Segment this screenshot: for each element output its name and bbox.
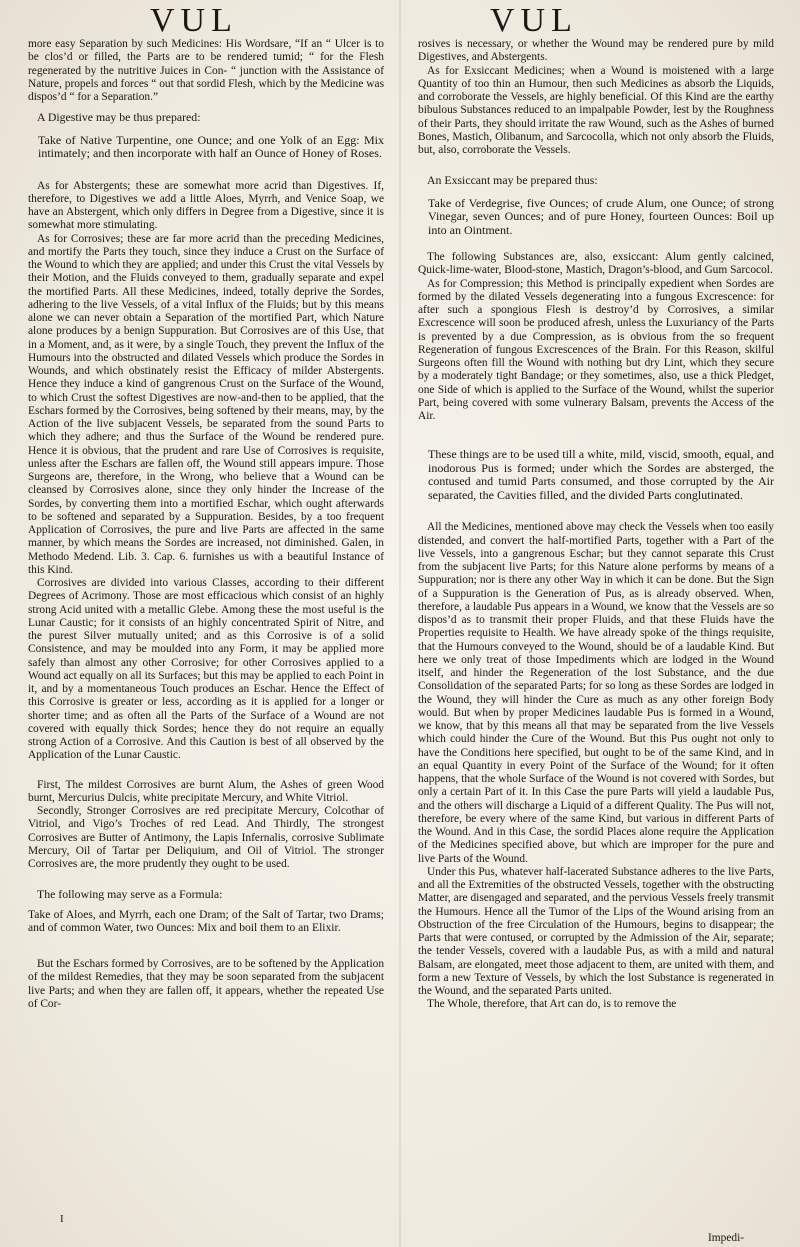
right-paragraph-p: As for Exsiccant Medicines; when a Wound is moistened with a large Quantity of too thin an Humour, then such Medicines as absorb the Liquids, and corroborate the Vessels, are highly beneficial. Of this Kind are the earthy bibulous Substances reduced to an impalpable Powder, lest by the Roughness of their Parts, they should irritate the raw Wound, such as the Ashes of burned Bones, Mastich, Olibanum, and Sarcocolla, which not only absorb the Fluids, but, also, corroborate the Vessels. <box>418 64 774 156</box>
right-paragraph-recipe: Take of Verdegrise, five Ounces; of crude Alum, one Ounce; of strong Vinegar, seven Ounces; and of pure Honey, fourteen Ounces: Boil up into an Ointment. <box>428 195 774 237</box>
page-fold <box>399 0 401 1247</box>
spacer <box>28 170 384 180</box>
left-paragraph-formula: Take of Aloes, and Myrrh, each one Dram; of the Salt of Tartar, two Drams; and of common Water, two Ounces: Mix and boil them to an Elixir. <box>28 907 384 934</box>
spacer <box>28 942 384 958</box>
signature-mark: I <box>60 1213 64 1225</box>
right-paragraph-p: As for Compression; this Method is principally expedient when Sordes are formed by the dilated Vessels degenerating into a fungous Excrescence: for after such a spongious Flesh is destroy’d by Corrosives, a similar Excrescence will soon be produced afresh, unless the Luxuriancy of the Parts is prevented by a due Compression, as is obvious from the so frequent Regeneration of fungous Excrescences of the Brain. For this Reason, skilful Surgeons often fill the Wound with nothing but dry Lint, which they secure by a moderately tight Bandage; or they sometimes, also, use a thick Pledget, one Side of which is applied to the Surface of the Wound, whilst the superior Part, being covered with some vulnerary Balsam, prevents the Access of the Air. <box>418 277 774 422</box>
running-head-left: VUL <box>150 2 238 39</box>
left-paragraph-lead: The following may serve as a Formula: <box>37 887 223 902</box>
right-paragraph-p: rosives is necessary, or whether the Wound may be rendered pure by mild Digestives, and Abstergents. <box>418 38 774 64</box>
left-paragraph-p: But the Eschars formed by Corrosives, are to be softened by the Application of the mildest Remedies, that they may be soon separated from the subjacent live Parts; and when they are fallen off, it appears, whether the repeated Use of Cor- <box>28 958 385 1010</box>
spacer <box>418 511 774 521</box>
catchword: Impedi- <box>708 1232 745 1244</box>
left-paragraph-p: First, The mildest Corrosives are burnt Alum, the Ashes of green Wood burnt, Mercurius Dulcis, white precipitate Mercury, and White Vitriol. <box>28 778 384 804</box>
left-paragraph-p: more easy Separation by such Medicines: His Wordsare, “If an “ Ulcer is to be clos’d or filled, the Parts are to be rendered tumid; “ for the Flesh regenerated by the nutritive Juices in Con- “ junction with the Assistance of Nature, propels and forces “ out that sordid Flesh, which by the Medicine was dispos’d “ for a Separation.” <box>28 38 384 103</box>
right-paragraph-recipe: These things are to be used till a white, mild, viscid, smooth, equal, and inodorous Pus is formed; under which the Sordes are absterged, the contused and tumid Parts consumed, and those corrupted by the Air separated, the Cavities filled, and the divided Parts conglutinated. <box>428 447 774 502</box>
running-head-right: VUL <box>490 2 578 39</box>
spacer <box>418 157 774 167</box>
left-paragraph-recipe: Take of Native Turpentine, one Ounce; and one Yolk of an Egg: Mix intimately; and then incorporate with half an Ounce of Honey of Roses. <box>38 132 384 160</box>
left-paragraph-p: As for Abstergents; these are somewhat more acrid than Digestives. If, therefore, to Digestives we add a little Aloes, Myrrh, and Venice Soap, we have an Abstergent, which only differs in Degree from a Digestive, since it is somewhat more stimulating. <box>28 179 384 232</box>
left-paragraph-p: Corrosives are divided into various Classes, according to their different Degrees of Acrimony. Those are most efficacious which consist of an highly strong Acid united with a metallic Glebe. Among these the most useful is the Lunar Caustic; for it consists of an highly concentrated Spirit of Nitre, and the purest Silver mutually united; and as this Corrosive is of a solid Consistence, and may be moulded into any Form, it may be applied more safely than almost any other Corrosive; for other Corrosives applied to a Wound act equally on all its Surfaces; but this may be applied to each Point in it, and by a momentaneous Touch produces an Eschar. Hence the Effect of this Corrosive is greater or less, according as it is applied for a longer or shorter time; and as often all the Parts of the Surface of a Wound are not covered with equally thick Sordes; hence they do not require an equally strong Action of a Corrosive. And this Caution is best of all observed by the Application of the Lunar Caustic. <box>28 577 384 762</box>
right-paragraph-p: All the Medicines, mentioned above may check the Vessels when too easily distended, and convert the half-mortified Parts, together with a Part of the live Vessels, into a gangrenous Eschar; but they cannot separate this Crust from the subjacent live Parts; for this Nature alone performs by means of a Suppuration; nor is there any other Way in which it can be done. But the Sign of a Suppuration is the Generation of Pus, as is already observed. When, therefore, a laudable Pus appears in a Wound, we know that the Vessels are so dispos’d as to transmit their proper Fluids, and that these Fluids have the Properties requisite to Health. We have already spoke of the things requisite, that the Humours conveyed to the Wound, should be of a laudable Kind. But here we only treat of those Impediments which are lodged in the Wound itself, and hinder the Regeneration of the lost Substance, and the due Consolidation of the separated Parts; for so long as these Sordes are lodged in the Wound, they will hinder the Cure as much as any other foreign Body would. But when by proper Medicines laudable Pus is formed in a Wound, we know, that by this means all that may be separated from the live Vessels which could hinder the Cure of the Wound. But this Pus ought not only to have the Conditions here specified, but ought to be of the same Kind, and in an equal Quantity in every Point of the Surface of the Wound; for it often happens, that the whole Surface of the Wound is not covered with Sordes, but only a certain Part of it. In this Case the pure Parts will yield a laudable Pus, and the others will discharge a Liquid of a different Quality. The Pus will not, therefore, be every where of the same Kind, but various in different Parts of the Wound. And in this Case, the sordid Places alone require the Application of the Medicines specified above, but which are improper for the pure and live Parts of the Wound. <box>418 521 774 865</box>
right-paragraph-p: The Whole, therefore, that Art can do, is to remove the <box>427 998 677 1011</box>
spacer <box>28 871 384 881</box>
right-paragraph-p: Under this Pus, whatever half-lacerated Substance adheres to the live Parts, and all the Extremities of the obstructed Vessels, together with the obstructing Matter, are disengaged and separated, and the pervious Vessels freely transmit the Humours. Hence all the Tumor of the Lips of the Wound arising from an Obstruction of the free Circulation of the Humours, begins to disappear; the Parts that were contused, or corrupted by the Admission of the Air, separate; the tender Vessels, covered with a laudable Pus, as with a mild and natural Balsam, are elongated, meet those adjacent to them, are united with them, and form a new Texture of Vessels, by which the lost Substance is regenerated in the Wound, and the separated Parts united. <box>418 865 774 997</box>
left-column <box>28 38 384 1011</box>
right-column <box>418 38 774 1012</box>
left-paragraph-p: As for Corrosives; these are far more acrid than the preceding Medicines, and mortify the Parts they touch, since they induce a Crust on the Surface of the Wound to which they are applied; and under this Crust the vital Vessels by their Motion, and the Fluids conveyed to them, gradually separate and expel the mortified Parts. All these Medicines, indeed, totally deprive the Sordes, adhering to the live Vessels, of a vital Influx of the Fluids; but by this means alone we can never obtain a Separation of the mortified Part, which Nature alone produces by a benign Suppuration. But Corrosives are of this Use, that in a Moment, and, as it were, by a single Touch, they prevent the Influx of the Humours into the obstructed and dilated Vessels which produce the Sordes in Wounds, and which obstinately resist the Efficacy of milder Abstergents. Hence they induce a kind of gangrenous Crust on the Surface of the Wound, to which Crust the softest Digestives are now-and-then to be applied, that the Eschars formed by the Corrosives, being softened by their means, may, by the Action of the live subjacent Vessels, be separated from the sound Parts to which they adhere; and thus the Surface of the Wound be rendered pure. Hence it is obvious, that the prudent and rare Use of Corrosives is requisite, unless after the Eschars are fallen off, the Wound still appears impure. Those Surgeons are, therefore, in the Wrong, who believe that a Wound can be cleansed by Corrosives alone, since they only hinder the Increase of the Sordes, by converting them into a mortified Eschar, which ought afterwards to be softened and separated by a Suppuration. Besides, by a too frequent Application of Corrosives, the pure and live Parts are affected in the same manner, by which means the Sordes are increased, not diminished. Galen, in Methodo Medend. Lib. 3. Cap. 6. furnishes us with a beautiful Instance of this Kind. <box>28 232 384 576</box>
left-paragraph-lead: A Digestive may be thus prepared: <box>37 110 201 125</box>
spacer <box>28 763 384 779</box>
left-paragraph-p: Secondly, Stronger Corrosives are red precipitate Mercury, Colcothar of Vitriol, and Vigo’s Troches of red Lead. And Thirdly, The strongest Corrosives are Butter of Antimony, the Lapis Infernalis, corrosive Sublimate Mercury, Oil of Tartar per Deliquium, and Oil of Vitriol. The stronger Corrosives are, the more prudently they ought to be used. <box>28 805 384 870</box>
spacer <box>418 423 774 439</box>
right-paragraph-p: The following Substances are, also, exsiccant: Alum gently calcined, Quick-lime-water, Blood-stone, Mastich, Dragon’s-blood, and Gum Sarcocol. <box>418 251 774 277</box>
right-paragraph-lead: An Exsiccant may be prepared thus: <box>427 173 598 188</box>
